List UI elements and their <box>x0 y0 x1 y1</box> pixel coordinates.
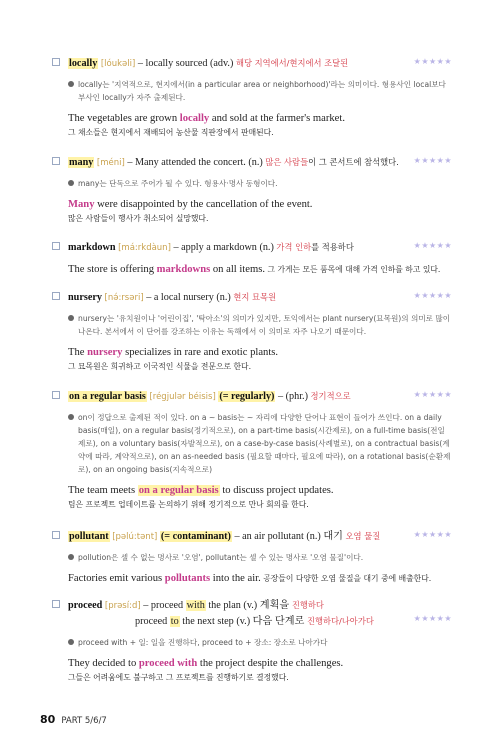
entry-pollutant <box>52 529 452 585</box>
example-text: and sold at the farmer's market. <box>209 113 345 124</box>
bullet-icon <box>68 81 74 87</box>
entry-nursery <box>52 290 452 372</box>
definition-en: – Many attended the concert. (n.) <box>124 157 266 168</box>
example-keyword: pollutants <box>164 573 211 584</box>
preposition-to: to <box>170 616 179 627</box>
checkbox[interactable] <box>52 242 60 250</box>
bullet-icon <box>68 414 74 420</box>
definition-en: – a local nursery (n.) <box>143 292 234 303</box>
definition-en: – an air pollutant (n.) 대기 <box>231 531 346 542</box>
definition-en: the plan (v.) 계획을 <box>205 600 292 611</box>
definition-ko: 정기적으로 <box>310 391 351 401</box>
importance-stars: ★★★★★ <box>413 291 452 300</box>
definition-ko: 이 그 콘서트에 참석했다. <box>308 157 399 167</box>
example-en <box>68 572 452 585</box>
example-ko: 그 묘목원은 희귀하고 이국적인 식물을 전문으로 한다. <box>68 362 252 371</box>
note-text: proceed with + 일: 일을 진행하다, proceed to + 장소: 장소로 나아가다 <box>78 638 328 647</box>
example-en <box>68 484 452 497</box>
note <box>68 177 452 190</box>
definition-en: the next step (v.) 다음 단계로 <box>179 616 307 627</box>
example-ko: 그 채소들은 현지에서 재배되어 농산물 직판장에서 판매된다. <box>68 128 274 137</box>
example-text: The <box>68 347 88 358</box>
entry-head <box>68 240 452 255</box>
note-text: locally는 '지역적으로, 현지에서(in a particular area or neighborhood)'라는 의미이다. 형용사인 local보다 부사인 locally가 자주 출제된다. <box>78 80 446 102</box>
definition-ko: 오염 물질 <box>345 531 381 541</box>
entry-head <box>68 290 452 305</box>
checkbox[interactable] <box>52 157 60 165</box>
checkbox[interactable] <box>52 391 60 399</box>
example-en <box>68 657 452 670</box>
checkbox[interactable] <box>52 600 60 608</box>
definition-ko: 를 적용하다 <box>311 242 354 252</box>
importance-stars: ★★★★★ <box>413 614 452 623</box>
page-number: 80 <box>40 713 56 726</box>
example-text: on all items. <box>210 264 265 275</box>
pronunciation: [nə́:rsəri] <box>104 293 144 303</box>
equivalent: (= contaminant) <box>160 531 231 542</box>
entry-head <box>68 529 452 544</box>
importance-stars: ★★★★★ <box>413 390 452 399</box>
example-en <box>68 112 452 125</box>
example-text: The store is offering <box>68 264 157 275</box>
headword: pollutant <box>69 531 109 542</box>
example-keyword: locally <box>179 113 210 124</box>
example-text: were disappointed by the cancellation of the event. <box>94 199 313 210</box>
example-keyword: markdowns <box>156 264 211 275</box>
note <box>68 551 452 564</box>
example-text: They decided to <box>68 658 139 669</box>
entry-head <box>68 389 452 404</box>
example-ko: 그 가게는 모든 품목에 대해 가격 인하를 하고 있다. <box>264 265 441 274</box>
note-text: on이 정답으로 출제된 적이 있다. on a ~ basis는 ~ 자리에 다양한 단어나 표현이 들어가 쓰인다. on a daily basis(매일), on a regular basis(정기적으로), on a part-time basis(시간제로), on a full-time basis(전일제로), on a voluntary basis(자발적으로), on a case-by-case basis(사례별로), on a contractual basis(계약에 따라, 계약적으로), on an as-needed basis (필요할 때마다, 필요에 따라), on a rotational basis(순환제로), on an ongoing basis(지속적으로) <box>78 413 451 474</box>
definition-en: – apply a markdown (n.) <box>170 242 277 253</box>
definition-ko: 진행하다 <box>291 600 324 610</box>
importance-stars: ★★★★★ <box>413 156 452 165</box>
example-text: into the air. <box>210 573 261 584</box>
definition-en: – (phr.) <box>275 391 311 402</box>
example-en <box>68 346 452 359</box>
note <box>68 78 452 104</box>
example-keyword: Many <box>68 199 95 210</box>
headword: many <box>69 157 94 168</box>
pronunciation: [má:rkdàun] <box>118 243 171 253</box>
example-text: The team meets <box>68 485 138 496</box>
bullet-icon <box>68 639 74 645</box>
example-text: The vegetables are grown <box>68 113 180 124</box>
definition-en: proceed <box>135 616 170 627</box>
example-ko: 팀은 프로젝트 업데이트를 논의하기 위해 정기적으로 만나 회의를 한다. <box>68 500 309 509</box>
note <box>68 411 452 476</box>
pronunciation: [lóukəli] <box>100 59 136 69</box>
entry-head <box>68 598 452 613</box>
headword: proceed <box>68 600 103 611</box>
note <box>68 312 452 338</box>
pronunciation: [méni] <box>96 158 125 168</box>
definition-ko-highlight: 많은 사람들 <box>265 157 309 167</box>
entry-many <box>52 155 452 224</box>
example-keyword: nursery <box>87 347 123 358</box>
definition-ko: 현지 묘목원 <box>233 292 277 302</box>
entry-head-line2 <box>135 614 452 629</box>
entry-locally <box>52 56 452 138</box>
note <box>68 636 452 649</box>
definition-en: – locally sourced (adv.) <box>135 58 236 69</box>
note-text: many는 단독으로 주어가 될 수 있다. 형용사·명사 동형이다. <box>78 179 278 188</box>
pronunciation: [prəsí:d] <box>104 601 141 611</box>
pronunciation: [régjulər béisis] <box>149 392 216 402</box>
example-text: specializes in rare and exotic plants. <box>122 347 279 358</box>
entry-head <box>68 56 452 71</box>
page-footer <box>40 713 107 726</box>
part-label: PART 5/6/7 <box>61 716 107 726</box>
definition-ko: 진행하다/나아가다 <box>306 616 374 626</box>
bullet-icon <box>68 180 74 186</box>
note-text: pollution은 셀 수 없는 명사로 '오염', pollutant는 셀 수 있는 명사로 '오염 물질'이다. <box>78 553 364 562</box>
example-text: the project despite the challenges. <box>197 658 344 669</box>
example-keyword: proceed with <box>138 658 198 669</box>
example-ko: 많은 사람들이 행사가 취소되어 실망했다. <box>68 214 209 223</box>
note-text: nursery는 '유치원이나 '어린이집', '탁아소'의 의미가 있지만, 토익에서는 plant nursery(묘목원)의 의미로 많이 나온다. 본서에서 이 단어를 강조하는 이유는 독해에서 이 의미로 자주 나오기 때문이다. <box>78 314 451 336</box>
importance-stars: ★★★★★ <box>413 241 452 250</box>
definition-ko: 해당 지역에서/현지에서 조달된 <box>235 58 349 68</box>
example-ko: 공장들이 다양한 오염 물질을 대기 중에 배출한다. <box>260 574 432 583</box>
definition-en: – proceed <box>140 600 186 611</box>
example-text: to discuss project updates. <box>219 485 334 496</box>
preposition-with: with <box>186 600 205 611</box>
importance-stars: ★★★★★ <box>413 57 452 66</box>
headword: nursery <box>68 292 102 303</box>
example-en <box>68 198 452 211</box>
entry-head <box>68 155 452 170</box>
example-keyword: on a regular basis <box>138 485 219 496</box>
checkbox[interactable] <box>52 531 60 539</box>
example-text: Factories emit various <box>68 573 165 584</box>
pronunciation: [pəlú:tənt] <box>112 532 158 542</box>
bullet-icon <box>68 554 74 560</box>
checkbox[interactable] <box>52 58 60 66</box>
headword: on a regular basis <box>69 391 146 402</box>
entry-on-a-regular-basis <box>52 389 452 510</box>
bullet-icon <box>68 315 74 321</box>
entry-markdown <box>52 240 452 276</box>
definition-ko-highlight: 가격 인하 <box>276 242 312 252</box>
headword: markdown <box>68 242 116 253</box>
equivalent: (= regularly) <box>219 391 275 402</box>
example-en <box>68 263 452 276</box>
importance-stars: ★★★★★ <box>413 530 452 539</box>
entry-proceed <box>52 598 452 683</box>
example-ko: 그들은 어려움에도 불구하고 그 프로젝트를 진행하기로 결정했다. <box>68 673 289 682</box>
checkbox[interactable] <box>52 292 60 300</box>
headword: locally <box>69 58 98 69</box>
